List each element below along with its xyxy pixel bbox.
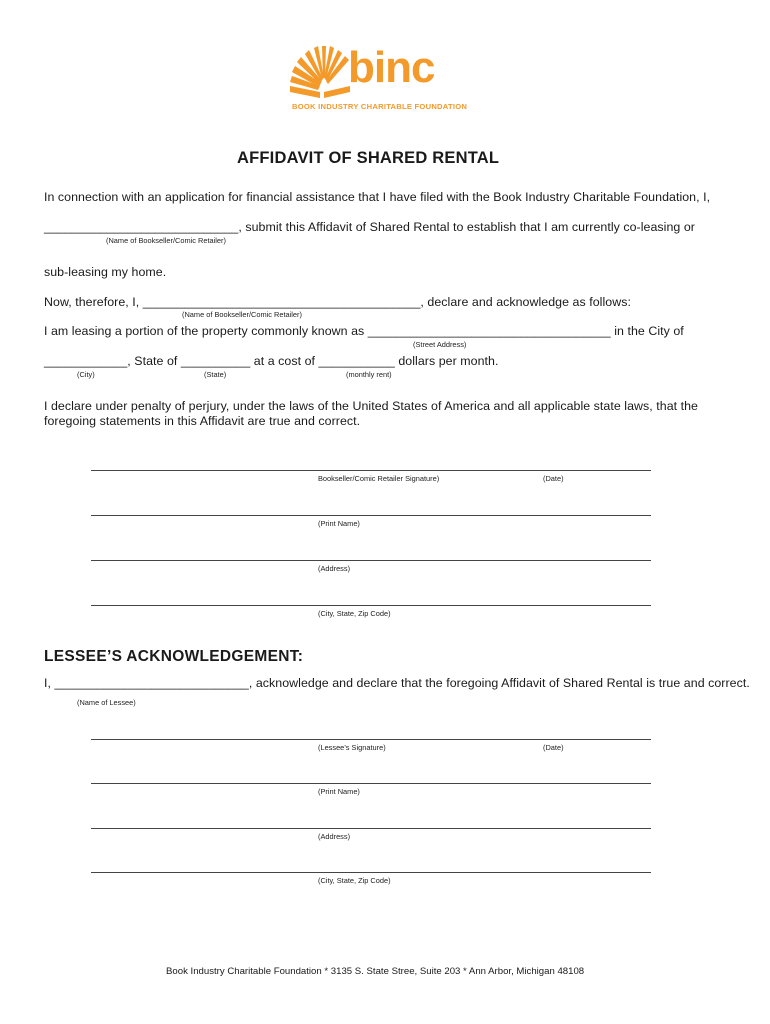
lessee-date-caption: (Date): [543, 743, 564, 752]
bookseller-print-name-caption: (Print Name): [318, 519, 360, 528]
logo-wordmark: binc: [348, 43, 435, 92]
intro-line-3: sub-leasing my home.: [44, 265, 167, 279]
cost-prefix: at a cost of: [250, 354, 319, 368]
street-address-blank[interactable]: ___________________________________: [367, 324, 611, 338]
document-title: AFFIDAVIT OF SHARED RENTAL: [237, 149, 500, 167]
lessee-acknowledge-text: , acknowledge and declare that the foregoing Affidavit of Shared Rental is true and correct.: [248, 676, 750, 690]
bookseller-signature-caption: Bookseller/Comic Retailer Signature): [318, 474, 440, 483]
street-address-caption: (Street Address): [413, 340, 467, 349]
intro-line-2-text: , submit this Affidavit of Shared Rental to establish that I am currently co-leasing or: [238, 220, 695, 234]
binc-logo: [290, 44, 482, 116]
lessee-print-name-line[interactable]: [91, 783, 651, 784]
bookseller-name-caption: (Name of Bookseller/Comic Retailer): [106, 236, 226, 245]
lessee-prefix: I,: [44, 676, 55, 690]
logo-tagline: BOOK INDUSTRY CHARITABLE FOUNDATION: [292, 102, 468, 111]
lessee-city-state-zip-line[interactable]: [91, 872, 651, 873]
lessee-name-blank[interactable]: ____________________________: [54, 676, 249, 690]
city-caption: (City): [77, 370, 95, 379]
bookseller-signature-line[interactable]: [91, 470, 651, 471]
monthly-rent-caption: (monthly rent): [346, 370, 392, 379]
lessee-heading: LESSEE’S ACKNOWLEDGEMENT:: [44, 648, 304, 665]
bookseller-city-state-zip-caption: (City, State, Zip Code): [318, 609, 391, 618]
lessee-acknowledge-line: [44, 676, 750, 690]
intro-line-1: In connection with an application for financial assistance that I have filed with the Book Industry Charitable Foundation, I,: [44, 190, 711, 204]
bookseller-city-state-zip-line[interactable]: [91, 605, 651, 606]
cost-suffix: dollars per month.: [394, 354, 499, 368]
now-therefore-suffix: , declare and acknowledge as follows:: [420, 295, 631, 309]
declarant-name-caption: (Name of Bookseller/Comic Retailer): [182, 310, 302, 319]
leasing-suffix: in the City of: [610, 324, 684, 338]
now-therefore-line: [44, 295, 631, 309]
bookseller-address-caption: (Address): [318, 564, 351, 573]
footer-address: Book Industry Charitable Foundation * 3135 S. State Stree, Suite 203 * Ann Arbor, Michigan 48108: [166, 966, 585, 977]
lessee-name-caption: (Name of Lessee): [77, 698, 136, 707]
bookseller-print-name-line[interactable]: [91, 515, 651, 516]
book-rays-icon: [290, 46, 352, 98]
lessee-address-caption: (Address): [318, 832, 351, 841]
perjury-line-1: I declare under penalty of perjury, under the laws of the United States of America and all applicable state laws, that the: [44, 399, 698, 413]
state-caption: (State): [204, 370, 227, 379]
lessee-city-state-zip-caption: (City, State, Zip Code): [318, 876, 391, 885]
bookseller-date-caption: (Date): [543, 474, 564, 483]
bookseller-name-blank[interactable]: ____________________________: [44, 220, 239, 234]
intro-line-2: [44, 220, 695, 234]
state-blank[interactable]: __________: [180, 354, 251, 368]
perjury-line-2: foregoing statements in this Affidavit are true and correct.: [44, 414, 361, 428]
state-prefix: , State of: [127, 354, 181, 368]
monthly-rent-blank[interactable]: ___________: [318, 354, 395, 368]
now-therefore-prefix: Now, therefore, I,: [44, 295, 143, 309]
lessee-print-name-caption: (Print Name): [318, 787, 360, 796]
bookseller-address-line[interactable]: [91, 560, 651, 561]
lessee-address-line[interactable]: [91, 828, 651, 829]
lessee-signature-caption: (Lessee’s Signature): [318, 743, 386, 752]
leasing-line: [44, 324, 684, 338]
city-blank[interactable]: ____________: [44, 354, 128, 368]
declarant-name-blank[interactable]: ________________________________________: [142, 295, 421, 309]
city-state-cost-line: [44, 354, 498, 368]
lessee-signature-line[interactable]: [91, 739, 651, 740]
leasing-prefix: I am leasing a portion of the property commonly known as: [44, 324, 368, 338]
